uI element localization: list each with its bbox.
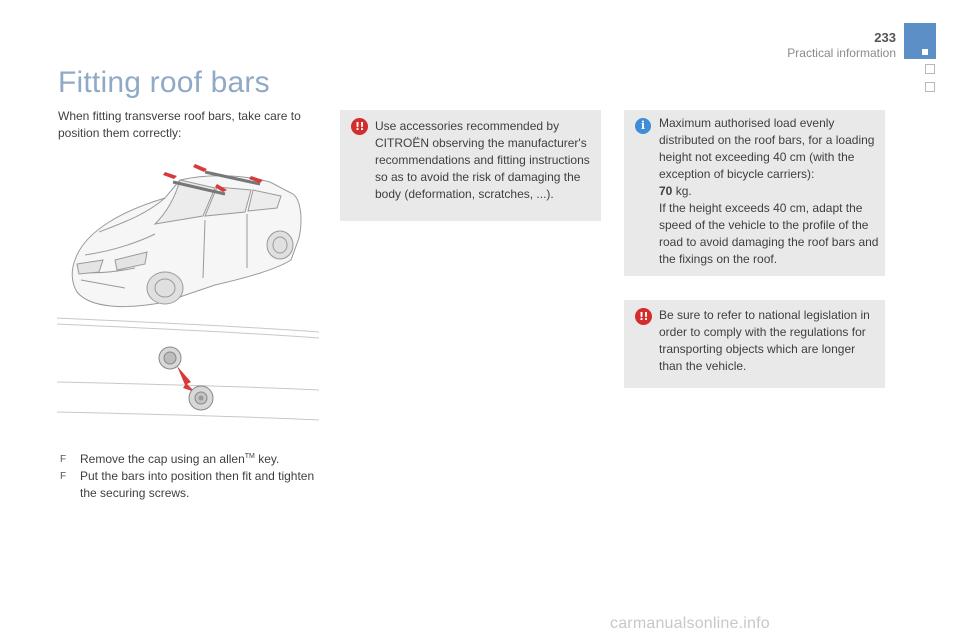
info-icon: i bbox=[635, 118, 651, 134]
warning-icon: !! bbox=[635, 308, 652, 325]
arrow-icon bbox=[177, 366, 195, 392]
warning-text: Be sure to refer to national legislation in order to comply with the regulations for transporting objects which are longer than the vehicle. bbox=[659, 308, 870, 373]
step-text: Remove the cap using an allen bbox=[80, 452, 245, 466]
chapter-tab bbox=[904, 23, 936, 59]
instruction-list bbox=[58, 451, 323, 502]
step-text: Put the bars into position then fit and tighten the securing screws. bbox=[80, 469, 315, 500]
info-box-max-load bbox=[624, 110, 885, 276]
page-number: 233 bbox=[874, 30, 896, 45]
step-bullet: F bbox=[60, 471, 67, 482]
chapter-tab-empty bbox=[925, 82, 935, 92]
instruction-step bbox=[58, 451, 323, 468]
intro-text: When fitting transverse roof bars, take care to position them correctly: bbox=[58, 109, 301, 140]
roof-bars-illustration bbox=[55, 160, 323, 425]
chapter-tab-marker bbox=[922, 49, 928, 55]
instruction-step bbox=[58, 468, 323, 502]
chapter-tab-empty bbox=[925, 64, 935, 74]
info-text bbox=[659, 115, 881, 268]
step-bullet: F bbox=[60, 454, 67, 465]
step-text-end: key. bbox=[254, 452, 280, 466]
warning-box-legislation bbox=[624, 300, 885, 388]
load-value: 70 bbox=[659, 184, 673, 198]
trademark-superscript: TM bbox=[244, 453, 255, 460]
warning-box-accessories bbox=[340, 110, 601, 221]
car-drawing bbox=[72, 176, 301, 307]
warning-icon: !! bbox=[351, 118, 368, 135]
roof-detail-lines bbox=[57, 318, 319, 420]
info-text-height: If the height exceeds 40 cm, adapt the speed of the vehicle to the profile of the road to avoid damaging the roof bars and the fixings on the roof. bbox=[659, 201, 879, 266]
load-unit: kg. bbox=[672, 184, 692, 198]
page-title: Fitting roof bars bbox=[58, 66, 270, 99]
watermark: carmanualsonline.info bbox=[610, 615, 770, 632]
section-title: Practical information bbox=[787, 46, 896, 60]
info-text-load: Maximum authorised load evenly distributed on the roof bars, for a loading height not exceeding 40 cm (with the exception of bicycle carriers): bbox=[659, 116, 875, 181]
roof-fixing-detail bbox=[159, 347, 213, 410]
warning-text: Use accessories recommended by CITROËN observing the manufacturer's recommendations and fitting instructions so as to avoid the risk of damaging the body (deformation, scratches, ...). bbox=[375, 119, 590, 201]
